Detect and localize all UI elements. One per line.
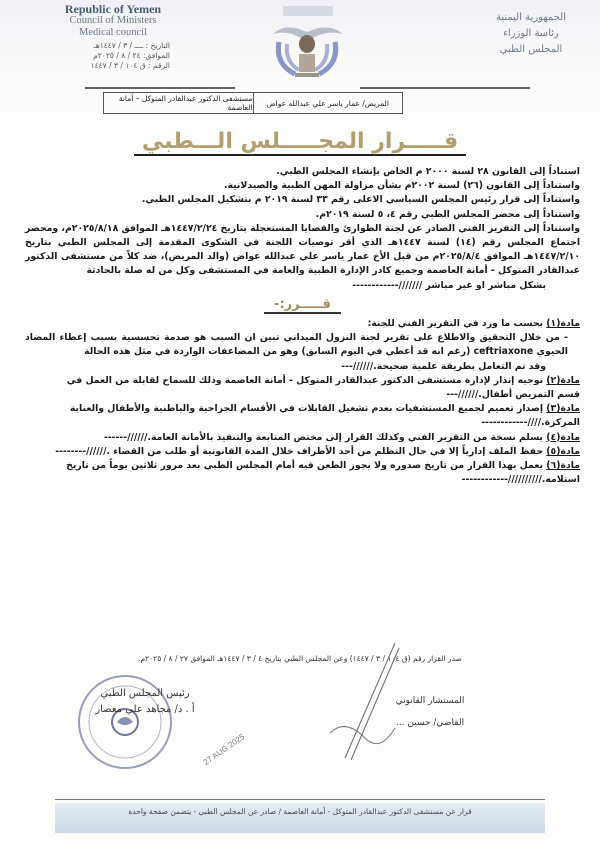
meta-date-gregorian: الموافق: ٢٤ / ٨ / ٢٠٢٥م — [93, 51, 170, 60]
article-5-text: حفظ الملف إدارياً إلا في حال التظلم من أحد الأطراف خلال المدة القانونية أو طلب من القضاء .//////-------- — [55, 445, 547, 457]
article-1-bullet-end: وقد تم التعامل بطريقة علمية صحيحة.//////--- — [341, 360, 546, 372]
article-3-text: إصدار تعميم لجميع المستشفيات بعدم تشغيل القابلات في الأقسام الجراحية والباطنية والأطفال والعناية — [69, 403, 547, 415]
article-5-label: مادة(٥) — [546, 445, 580, 457]
article-4 — [25, 431, 580, 445]
preamble-2: واستناداً إلى القانون (٢٦) لسنة ٢٠٠٢م بشأن مزاولة المهن الطبية والصيدلانية. — [223, 180, 580, 192]
decided-heading — [25, 298, 580, 312]
legal-advisor-title: المستشار القانوني — [395, 696, 465, 706]
article-2-end: قسم التمريض أطفال.//////--- — [446, 389, 580, 401]
preamble-3: واستناداً إلى قرار رئيس المجلس السياسي الاعلى رقم ٣٣ لسنة ٢٠١٩ م بتشكيل المجلس الطبي. — [141, 194, 580, 206]
decision-title — [0, 129, 600, 154]
header-arabic — [476, 10, 586, 58]
article-2-label: مادة(٢) — [546, 374, 580, 386]
yemen-emblem-icon — [265, 4, 350, 82]
article-1-text: بحسب ما ورد في التقرير الفني للجنة: — [367, 318, 547, 330]
header-english — [48, 3, 178, 39]
article-1 — [25, 317, 580, 331]
header-rule-right — [360, 87, 530, 89]
article-3 — [25, 402, 580, 416]
article-5 — [25, 445, 580, 459]
chairman-signature — [90, 686, 200, 718]
meta-number: الرقم : ق ١٠٤ / ٣ / ١٤٤٧ — [90, 61, 170, 70]
header-en-council: Council of Ministers — [69, 15, 157, 26]
header-ar-country: الجمهورية اليمنية — [495, 12, 566, 23]
report-paragraph-end: بشكل مباشر او غير مباشر ///////------------ — [352, 279, 546, 291]
decision-body — [25, 165, 580, 487]
footer-rule — [55, 799, 545, 800]
received-date-stamp: 27 AUG 2025 — [201, 732, 247, 767]
article-6-label: مادة(٦) — [546, 460, 580, 472]
article-3-label: مادة(٣) — [546, 403, 580, 415]
article-4-label: مادة(٤) — [546, 431, 580, 443]
article-1-label: مادة(١) — [546, 318, 580, 330]
page-footer: قرار عن مستشفى الدكتور عبدالقادر المتوكل - أمانة العاصمة / صادر عن المجلس الطبي - يتضمن صفحة واحدة — [55, 803, 545, 833]
article-6-text: يعمل بهذا القرار من تاريخ صدوره ولا يجوز الطعن فيه أمام المجلس الطبي بعد مرور ثلاثين يوماً من تاريخ — [66, 460, 547, 472]
report-paragraph: واستناداً إلى التقرير الفني الصادر عن لجنة الطوارئ والقضايا المستعجلة بتاريخ ١٤٤٧/٢/٢٤هـ الموافق ٢٠٢٥/٨/١٨م، ومحضر اجتماع المجلس رقم (١٤) لسنة ١٤٤٧هـ الذي أقر توصيات اللجنة في الشكوى المقدمة إلى المجلس الطبي بتاريخ ١٤٤٧/٢/١٠هـ الموافق ٢٠٢٥/٨/٤م من قبل الأخ عمار ياسر علي عبدالله عواض (والد المريض)، ضد كلاً من مستشفى الدكتور عبدالقادر المتوكل - أمانة العاصمة وجميع كادر الإدارة الطبية والعامة في المستشفى وكل من له صلة بالحادثة — [25, 222, 581, 277]
issued-statement: صدر القرار رقم (ق ١٠٤ / ٣ / ١٤٤٧) وعن المجلس الطبي بتاريخ ٤ / ٣ / ١٤٤٧هـ الموافق ٢٧ / ٨ / ٢٠٢٥م. — [138, 654, 462, 663]
legal-advisor-name: القاضي/ حسين ... — [395, 718, 465, 728]
case-info-box — [103, 92, 403, 114]
article-4-text: يسلم نسخة من التقرير الفني وكذلك القرار إلى مختص المتابعة والتنفيذ بالأمانة العامة.//////------ — [103, 431, 547, 443]
chairman-title: رئيس المجلس الطبي — [100, 688, 190, 699]
article-1-bullet: - من خلال التحقيق والاطلاع على تقرير لجنة النزول الميداني تبين ان السبب هو صدمة تحسسية بسبب إعطاء المضاد الحيوي ceftriaxone (رغم انه قد أعطي في اليوم السابق) وهو من المضاعفات الواردة في مثل هذه الحالة — [25, 332, 568, 358]
article-3-end: المركزة.////------------ — [481, 417, 580, 429]
preamble-1: استناداً إلى القانون ٢٨ لسنة ٢٠٠٠ م الخاص بإنشاء المجلس الطبي. — [276, 166, 580, 177]
decision-title-text: قـــــرار المجـــــلس الـــطبي — [134, 129, 466, 156]
chairman-name: أ . د/ مجاهد علي معصار — [95, 704, 195, 715]
preamble-4: واستناداً إلى محضر المجلس الطبي رقم ٤، ٥ لسنة ٢٠١٩م. — [315, 208, 580, 220]
header-en-country: Republic of Yemen — [64, 2, 162, 16]
legal-advisor-signature — [380, 690, 480, 734]
article-2-text: توجيه إنذار لإدارة مستشفى الدكتور عبدالقادر المتوكل - أمانة العاصمة وذلك للسماح لقابلة من العمل في — [66, 374, 547, 386]
header-rule-left — [85, 87, 235, 89]
patient-name: المريض/ عمار ياسر علي عبدالله عواض — [266, 98, 389, 108]
header-ar-ministers: رئاسة الوزراء — [503, 28, 559, 39]
header-meta — [60, 41, 170, 71]
header-en-medical: Medical council — [79, 27, 147, 38]
article-2 — [25, 374, 580, 388]
decided-text: قـــــرر:- — [264, 297, 341, 314]
header-ar-medical: المجلس الطبي — [499, 44, 563, 55]
hospital-name: مستشفى الدكتور عبدالقادر المتوكل – أمانة العاصمة — [104, 93, 254, 113]
meta-date-hijri: التاريخ : ــــ / ٣ / ١٤٤٧هـ — [93, 41, 170, 50]
article-6-end: استلامه.//////////------------ — [461, 474, 580, 486]
article-6 — [25, 459, 580, 473]
